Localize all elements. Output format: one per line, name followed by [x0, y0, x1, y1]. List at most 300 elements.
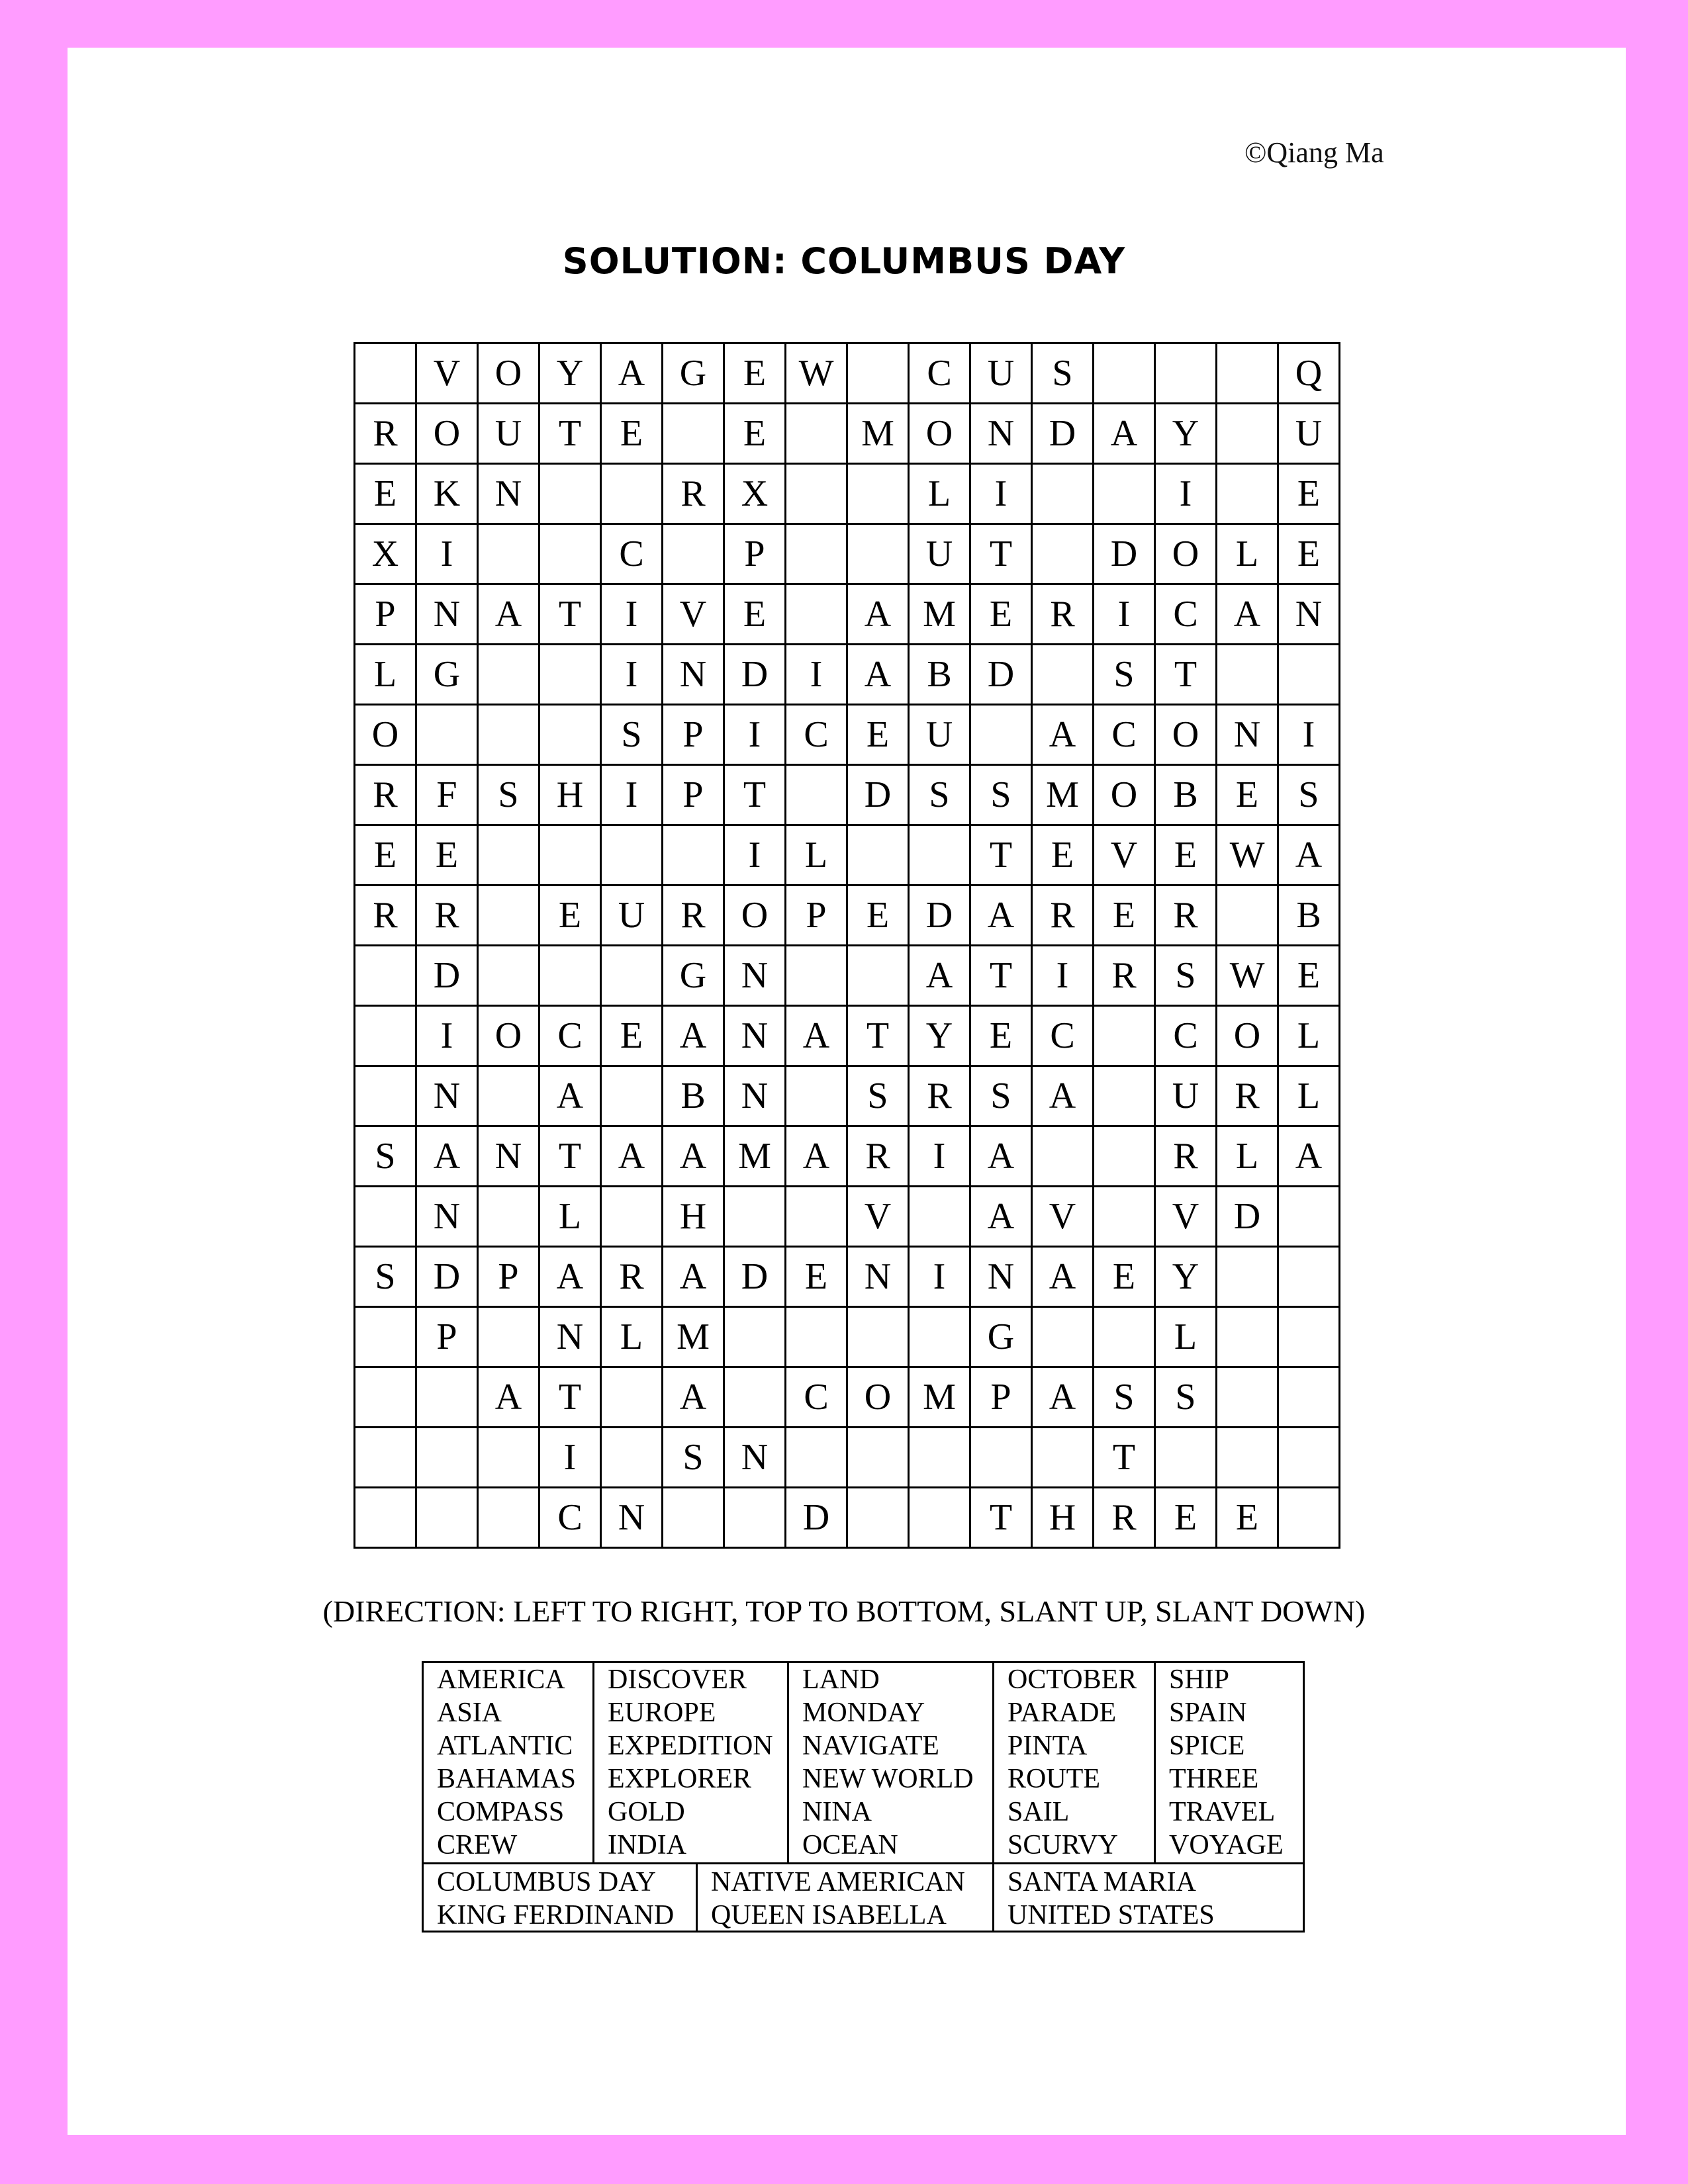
grid-row [355, 1307, 1340, 1367]
grid-cell: S [1094, 1367, 1155, 1428]
grid-cell: T [539, 584, 601, 645]
grid-cell: T [970, 825, 1032, 886]
grid-cell: R [847, 1126, 909, 1187]
grid-cell: G [663, 946, 724, 1006]
grid-cell: M [847, 404, 909, 464]
grid-cell: L [355, 645, 416, 705]
grid-cell: C [1155, 1006, 1217, 1066]
grid-row [355, 825, 1340, 886]
word-item: PINTA [1008, 1731, 1088, 1761]
grid-cell: S [1155, 946, 1217, 1006]
grid-cell [847, 1307, 909, 1367]
word-item: THREE [1169, 1764, 1259, 1794]
grid-cell [1217, 1367, 1278, 1428]
grid-cell [539, 705, 601, 765]
grid-cell: R [355, 765, 416, 825]
grid-cell: N [416, 1066, 478, 1126]
grid-cell: U [478, 404, 539, 464]
grid-cell: S [1094, 645, 1155, 705]
grid-cell [355, 1367, 416, 1428]
grid-cell: D [847, 765, 909, 825]
grid-cell: I [786, 645, 847, 705]
grid-cell [1217, 1247, 1278, 1307]
grid-cell: T [539, 1367, 601, 1428]
grid-cell: A [539, 1247, 601, 1307]
grid-cell: G [663, 343, 724, 404]
grid-cell: F [416, 765, 478, 825]
word-phrase-column-1 [424, 1864, 698, 1931]
grid-cell: H [539, 765, 601, 825]
grid-cell [478, 1307, 539, 1367]
grid-cell: A [416, 1126, 478, 1187]
grid-cell: E [355, 464, 416, 524]
grid-cell: P [355, 584, 416, 645]
word-item: CREW [437, 1830, 518, 1860]
grid-cell [601, 1066, 663, 1126]
grid-cell [909, 1488, 970, 1548]
grid-cell: A [601, 343, 663, 404]
grid-cell [847, 464, 909, 524]
grid-cell [1094, 464, 1155, 524]
grid-cell [786, 404, 847, 464]
grid-row [355, 645, 1340, 705]
grid-cell: S [355, 1126, 416, 1187]
grid-cell: I [416, 524, 478, 584]
grid-cell: N [478, 464, 539, 524]
grid-cell: G [970, 1307, 1032, 1367]
grid-cell [786, 524, 847, 584]
word-item: NINA [802, 1797, 872, 1827]
grid-row [355, 1187, 1340, 1247]
grid-row [355, 1126, 1340, 1187]
grid-cell: Y [1155, 1247, 1217, 1307]
grid-cell: R [909, 1066, 970, 1126]
grid-cell: E [355, 825, 416, 886]
grid-cell [909, 1307, 970, 1367]
grid-cell: I [416, 1006, 478, 1066]
grid-row [355, 1428, 1340, 1488]
grid-cell: E [601, 404, 663, 464]
grid-cell [601, 1428, 663, 1488]
grid-cell [1217, 404, 1278, 464]
word-search-grid [353, 342, 1340, 1549]
grid-cell: S [1032, 343, 1094, 404]
grid-cell: C [909, 343, 970, 404]
grid-row [355, 404, 1340, 464]
grid-cell: N [724, 1006, 786, 1066]
grid-cell: P [416, 1307, 478, 1367]
grid-cell: E [1217, 1488, 1278, 1548]
word-list-top [424, 1663, 1303, 1864]
grid-cell [1278, 1187, 1340, 1247]
page-title: SOLUTION: COLUMBUS DAY [562, 240, 1126, 282]
grid-cell [786, 464, 847, 524]
grid-cell [1278, 1428, 1340, 1488]
grid-cell [1094, 1307, 1155, 1367]
grid-cell [1032, 1126, 1094, 1187]
grid-cell: X [724, 464, 786, 524]
grid-cell: A [970, 886, 1032, 946]
grid-cell: C [786, 1367, 847, 1428]
grid-cell: A [478, 584, 539, 645]
grid-cell: R [355, 886, 416, 946]
grid-cell: E [847, 886, 909, 946]
grid-cell: N [539, 1307, 601, 1367]
grid-cell: S [601, 705, 663, 765]
grid-cell: O [909, 404, 970, 464]
grid-cell: V [1032, 1187, 1094, 1247]
grid-cell [478, 705, 539, 765]
grid-cell: C [1032, 1006, 1094, 1066]
grid-cell: M [663, 1307, 724, 1367]
grid-cell [1094, 1006, 1155, 1066]
grid-cell: N [416, 1187, 478, 1247]
grid-cell: O [847, 1367, 909, 1428]
grid-cell: N [478, 1126, 539, 1187]
grid-cell: R [1155, 1126, 1217, 1187]
grid-row [355, 886, 1340, 946]
grid-cell: S [847, 1066, 909, 1126]
grid-cell: B [1278, 886, 1340, 946]
grid-cell: V [416, 343, 478, 404]
grid-cell: B [663, 1066, 724, 1126]
grid-cell: V [663, 584, 724, 645]
grid-cell: C [539, 1488, 601, 1548]
grid-cell: S [355, 1247, 416, 1307]
grid-cell: S [909, 765, 970, 825]
grid-cell: R [416, 886, 478, 946]
grid-cell: V [1094, 825, 1155, 886]
grid-cell: I [1278, 705, 1340, 765]
word-column-2 [594, 1663, 789, 1862]
grid-cell: S [1278, 765, 1340, 825]
grid-cell: A [970, 1126, 1032, 1187]
grid-cell [355, 1006, 416, 1066]
grid-cell: I [601, 765, 663, 825]
grid-cell: N [970, 404, 1032, 464]
grid-cell: E [724, 404, 786, 464]
grid-cell: L [539, 1187, 601, 1247]
grid-cell: C [539, 1006, 601, 1066]
grid-cell: G [416, 645, 478, 705]
grid-cell: D [970, 645, 1032, 705]
word-item: UNITED STATES [1008, 1900, 1215, 1931]
grid-cell: U [1155, 1066, 1217, 1126]
grid-cell: A [1032, 1367, 1094, 1428]
grid-cell: L [1278, 1006, 1340, 1066]
grid-cell [724, 1187, 786, 1247]
grid-cell: E [1094, 1247, 1155, 1307]
grid-cell [539, 464, 601, 524]
grid-cell [847, 524, 909, 584]
grid-cell: H [663, 1187, 724, 1247]
grid-cell [724, 1307, 786, 1367]
word-item: VOYAGE [1169, 1830, 1284, 1860]
word-item: COMPASS [437, 1797, 565, 1827]
grid-cell [355, 1307, 416, 1367]
grid-cell: V [1155, 1187, 1217, 1247]
grid-cell: E [1032, 825, 1094, 886]
word-item: SCURVY [1008, 1830, 1119, 1860]
word-item: SANTA MARIA [1008, 1867, 1196, 1897]
grid-cell: E [724, 343, 786, 404]
word-item: NATIVE AMERICAN [711, 1867, 965, 1897]
grid-cell: T [539, 1126, 601, 1187]
grid-cell: W [786, 343, 847, 404]
word-column-5 [1156, 1663, 1303, 1862]
grid-cell: E [601, 1006, 663, 1066]
grid-cell [1155, 343, 1217, 404]
grid-cell: M [724, 1126, 786, 1187]
grid-cell: A [909, 946, 970, 1006]
grid-cell [539, 524, 601, 584]
grid-cell: Q [1278, 343, 1340, 404]
grid-cell: N [724, 946, 786, 1006]
grid-cell [724, 1367, 786, 1428]
grid-cell [847, 946, 909, 1006]
grid-cell: E [1278, 524, 1340, 584]
grid-cell [1217, 464, 1278, 524]
grid-cell: O [724, 886, 786, 946]
grid-cell: T [724, 765, 786, 825]
grid-cell: H [1032, 1488, 1094, 1548]
word-item: EXPLORER [608, 1764, 752, 1794]
word-item: PARADE [1008, 1698, 1117, 1728]
grid-cell: L [601, 1307, 663, 1367]
grid-cell: R [601, 1247, 663, 1307]
grid-cell: O [1155, 705, 1217, 765]
grid-cell [724, 1488, 786, 1548]
copyright-notice: ©Qiang Ma [1244, 136, 1384, 169]
grid-cell [355, 946, 416, 1006]
grid-cell: E [1094, 886, 1155, 946]
word-item: QUEEN ISABELLA [711, 1900, 947, 1931]
grid-cell [355, 1428, 416, 1488]
word-item: OCEAN [802, 1830, 898, 1860]
grid-cell: A [601, 1126, 663, 1187]
grid-cell: O [1155, 524, 1217, 584]
grid-cell [355, 343, 416, 404]
grid-cell [663, 1488, 724, 1548]
grid-cell [478, 1066, 539, 1126]
grid-cell: R [663, 464, 724, 524]
grid-cell: O [478, 343, 539, 404]
grid-cell: O [1217, 1006, 1278, 1066]
grid-cell: P [663, 765, 724, 825]
grid-cell: R [355, 404, 416, 464]
grid-row [355, 464, 1340, 524]
grid-cell [1032, 464, 1094, 524]
grid-cell: T [970, 946, 1032, 1006]
grid-cell: I [1032, 946, 1094, 1006]
grid-cell: N [1217, 705, 1278, 765]
grid-cell [355, 1488, 416, 1548]
word-phrase-column-3 [994, 1864, 1303, 1931]
word-item: NEW WORLD [802, 1764, 974, 1794]
word-list-bottom [424, 1864, 1303, 1931]
grid-cell [478, 1428, 539, 1488]
grid-cell [786, 1307, 847, 1367]
grid-cell: A [478, 1367, 539, 1428]
word-item: GOLD [608, 1797, 685, 1827]
grid-row [355, 1247, 1340, 1307]
grid-cell: E [1278, 464, 1340, 524]
grid-cell [663, 404, 724, 464]
grid-cell: P [786, 886, 847, 946]
grid-cell [1032, 645, 1094, 705]
grid-cell [478, 524, 539, 584]
grid-cell: E [1155, 1488, 1217, 1548]
grid-cell [478, 645, 539, 705]
grid-cell [601, 1367, 663, 1428]
word-item: DISCOVER [608, 1664, 747, 1695]
grid-cell [786, 946, 847, 1006]
grid-cell [1217, 886, 1278, 946]
grid-cell: L [1155, 1307, 1217, 1367]
grid-cell [601, 1187, 663, 1247]
grid-cell [1094, 1126, 1155, 1187]
grid-cell: I [724, 825, 786, 886]
grid-cell: S [970, 1066, 1032, 1126]
grid-cell: I [1094, 584, 1155, 645]
grid-cell [970, 1428, 1032, 1488]
grid-cell: U [909, 705, 970, 765]
grid-cell: D [786, 1488, 847, 1548]
word-item: AMERICA [437, 1664, 565, 1695]
grid-cell: I [970, 464, 1032, 524]
grid-cell: R [1032, 584, 1094, 645]
grid-cell [1278, 1488, 1340, 1548]
grid-cell: E [539, 886, 601, 946]
grid-cell [478, 1488, 539, 1548]
grid-cell: M [909, 1367, 970, 1428]
grid-cell: E [1217, 765, 1278, 825]
grid-cell: T [970, 524, 1032, 584]
grid-row [355, 1006, 1340, 1066]
grid-cell: T [1094, 1428, 1155, 1488]
grid-cell [539, 825, 601, 886]
grid-cell: M [909, 584, 970, 645]
grid-cell [1217, 343, 1278, 404]
grid-cell: A [970, 1187, 1032, 1247]
grid-cell [539, 645, 601, 705]
grid-cell: P [663, 705, 724, 765]
grid-cell: N [1278, 584, 1340, 645]
grid-cell [663, 825, 724, 886]
word-item: KING FERDINAND [437, 1900, 675, 1931]
word-item: ROUTE [1008, 1764, 1100, 1794]
grid-row [355, 1488, 1340, 1548]
grid-cell: A [1032, 705, 1094, 765]
grid-cell: E [786, 1247, 847, 1307]
grid-cell: P [970, 1367, 1032, 1428]
grid-cell: Y [909, 1006, 970, 1066]
grid-cell: D [724, 645, 786, 705]
grid-cell: D [1094, 524, 1155, 584]
grid-cell: A [1217, 584, 1278, 645]
grid-cell [1094, 1187, 1155, 1247]
grid-cell [909, 1187, 970, 1247]
word-item: TRAVEL [1169, 1797, 1276, 1827]
grid-cell [478, 1187, 539, 1247]
grid-row [355, 343, 1340, 404]
grid-cell: L [786, 825, 847, 886]
grid-cell: D [1032, 404, 1094, 464]
word-item: SPAIN [1169, 1698, 1247, 1728]
grid-cell [847, 1488, 909, 1548]
word-list [422, 1661, 1305, 1933]
grid-cell: S [970, 765, 1032, 825]
grid-cell [1217, 645, 1278, 705]
grid-cell: O [1094, 765, 1155, 825]
grid-cell [786, 1187, 847, 1247]
grid-row [355, 765, 1340, 825]
word-item: SPICE [1169, 1731, 1245, 1761]
grid-cell [909, 1428, 970, 1488]
grid-cell: A [663, 1367, 724, 1428]
grid-cell: A [847, 645, 909, 705]
grid-cell: A [1278, 1126, 1340, 1187]
grid-row [355, 705, 1340, 765]
word-item: LAND [802, 1664, 880, 1695]
grid-cell: S [478, 765, 539, 825]
grid-cell: A [539, 1066, 601, 1126]
grid-cell [970, 705, 1032, 765]
grid-cell: D [724, 1247, 786, 1307]
grid-cell: A [1032, 1247, 1094, 1307]
direction-note: (DIRECTION: LEFT TO RIGHT, TOP TO BOTTOM, SLANT UP, SLANT DOWN) [322, 1594, 1366, 1628]
grid-cell: I [601, 584, 663, 645]
word-item: NAVIGATE [802, 1731, 939, 1761]
grid-cell: I [724, 705, 786, 765]
grid-cell: T [539, 404, 601, 464]
grid-cell [416, 705, 478, 765]
grid-row [355, 524, 1340, 584]
grid-cell: A [1094, 404, 1155, 464]
grid-cell: I [601, 645, 663, 705]
grid-cell [847, 825, 909, 886]
grid-cell: R [1094, 1488, 1155, 1548]
grid-cell: D [416, 1247, 478, 1307]
grid-cell: E [724, 584, 786, 645]
grid-row [355, 946, 1340, 1006]
grid-cell: S [1155, 1367, 1217, 1428]
grid-cell: R [1155, 886, 1217, 946]
grid-cell: T [1155, 645, 1217, 705]
grid-cell [478, 825, 539, 886]
grid-cell [1278, 1307, 1340, 1367]
grid-cell: O [355, 705, 416, 765]
grid-cell: A [1032, 1066, 1094, 1126]
grid-cell [416, 1428, 478, 1488]
grid-cell: B [909, 645, 970, 705]
grid-cell [478, 946, 539, 1006]
grid-cell: R [1032, 886, 1094, 946]
grid-cell: A [786, 1006, 847, 1066]
grid-cell: T [847, 1006, 909, 1066]
grid-cell: C [1155, 584, 1217, 645]
grid-cell [1278, 645, 1340, 705]
grid-cell: U [970, 343, 1032, 404]
grid-cell: I [539, 1428, 601, 1488]
grid-cell: E [1278, 946, 1340, 1006]
grid-cell [1155, 1428, 1217, 1488]
grid-cell [1032, 1428, 1094, 1488]
grid-cell: L [909, 464, 970, 524]
grid-cell: B [1155, 765, 1217, 825]
word-item: SAIL [1008, 1797, 1070, 1827]
grid-cell: A [663, 1006, 724, 1066]
